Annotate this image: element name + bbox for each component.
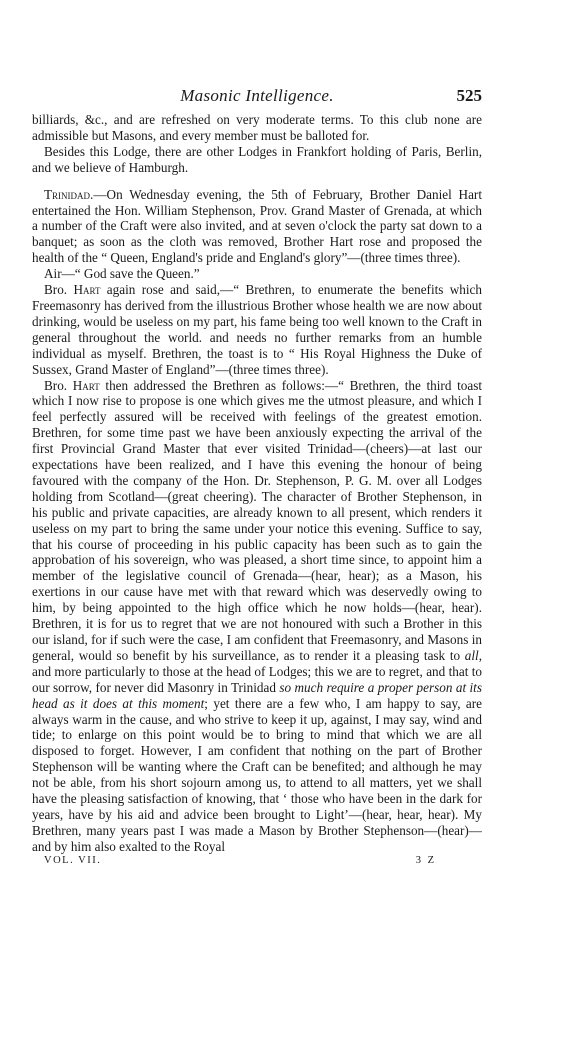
paragraph-text: billiards, &c., and are refreshed on very moderate terms. To this club none are admissible but Masons, and every member must be balloted for.: [32, 112, 482, 143]
signature-mark: 3 Z: [415, 854, 436, 866]
paragraph-text: , and more particularly to those at the head of Lodges; this we are to regret, and that to our sorrow, for never did Masonry in Trinidad: [32, 647, 482, 695]
section-lead-trinidad: Trinidad.: [44, 186, 94, 202]
volume-label: VOL. VII.: [44, 854, 102, 866]
page-footer: [32, 855, 482, 871]
body-text: [32, 112, 482, 855]
page-number: 525: [456, 86, 482, 105]
emphasis-text: all: [464, 647, 479, 663]
paragraph-air: [32, 266, 482, 282]
paragraph-second-toast: [32, 282, 482, 377]
paragraph-other-lodges: [32, 144, 482, 176]
book-page: [32, 86, 482, 871]
paragraph-club: [32, 112, 482, 144]
paragraph-text: ; yet there are a few who, I am happy to say, are always warm in the cause, and who strive to keep it up, against, I may say, wind and tide; to enlarge on this point would be to bring to mind that which we are all disposed to forget. However, I am confident that nothing on the part of Brother Stephenson will be wanting where the Craft can be benefited; and although he may not be able, from his short sojourn among us, to attend to all matters, yet we shall have the pleasing satisfaction of knowing, that ‘ those who have been in the dark for years, have by his aid and advice been brought to Light’—(hear, hear, hear). My Brethren, many years past I was made a Mason by Brother Stephenson—(hear)—and by him also exalted to the Royal: [32, 695, 482, 854]
speaker-name: Hart: [73, 282, 101, 298]
emphasis-text: so much require a proper person at its head as it does at this moment: [32, 679, 482, 711]
paragraph-text: again rose and said,—“ Brethren, to enumerate the benefits which Freemasonry has derived from the illustrious Brother whose health we are now about drinking, would be useless on my part, his fame being too well known to the Craft in general throughout the world. and needs no further remarks from an humble individual as myself. Brethren, the toast is to “ His Royal Highness the Duke of Sussex, Grand Master of England”—(three times three).: [32, 282, 482, 377]
paragraph-text: then addressed the Brethren as follows:—“ Brethren, the third toast which I now rise to propose is one which gives me the utmost pleasure, and which I feel perfectly assured will be received with feelings of the greatest emotion. Brethren, for some time past we have been anxiously expecting the arrival of the first Provincial Grand Master that ever visited Trinidad—(cheers)—at last our expectations have been realized, and I have this evening the honour of being favoured with the company of the Hon. Dr. Stephenson, P. G. M. over all Lodges holding from Scotland—(great cheering). The character of Brother Stephenson, in his public and private capacities, are already known to all present, which renders it useless on my part to bring the same under your notice this evening. Suffice to say, that his course of proceeding in his public capacity has been such as to gain the approbation of his sovereign, who was pleased, a short time since, to appoint him a member of the legislative council of Grenada—(hear, hear); as a Mason, his exertions in our cause have met with that reward which was deservedly owing to him, by being appointed to the high office which he now holds—(hear, hear). Brethren, it is for us to regret that we are not honoured with such a Brother in this our island, for if such were the case, I am confident that Freemasonry, and Masons in general, would so benefit by his surveillance, as to render it a pleasing task to: [32, 377, 482, 663]
paragraph-text: —On Wednesday evening, the 5th of February, Brother Daniel Hart entertained the Hon. William Stephenson, Prov. Grand Master of Grenada, at which a number of the Craft were also invited, and at seven o'clock the party sat down to a banquet; as soon as the cloth was removed, Brother Hart rose and proposed the health of the “ Queen, England's pride and England's glory”—(three times three).: [32, 186, 482, 266]
paragraph-lead-plain: Bro.: [44, 282, 74, 298]
paragraph-lead-plain: Bro.: [44, 377, 73, 393]
running-head: [32, 86, 482, 112]
paragraph-text: Air—“ God save the Queen.”: [44, 266, 200, 282]
paragraph-text: Besides this Lodge, there are other Lodges in Frankfort holding of Paris, Berlin, and we believe of Hamburgh.: [32, 143, 482, 175]
running-title: Masonic Intelligence.: [180, 86, 334, 105]
paragraph-trinidad: [32, 187, 482, 267]
paragraph-third-toast: [32, 378, 482, 855]
speaker-name: Hart: [72, 377, 100, 393]
